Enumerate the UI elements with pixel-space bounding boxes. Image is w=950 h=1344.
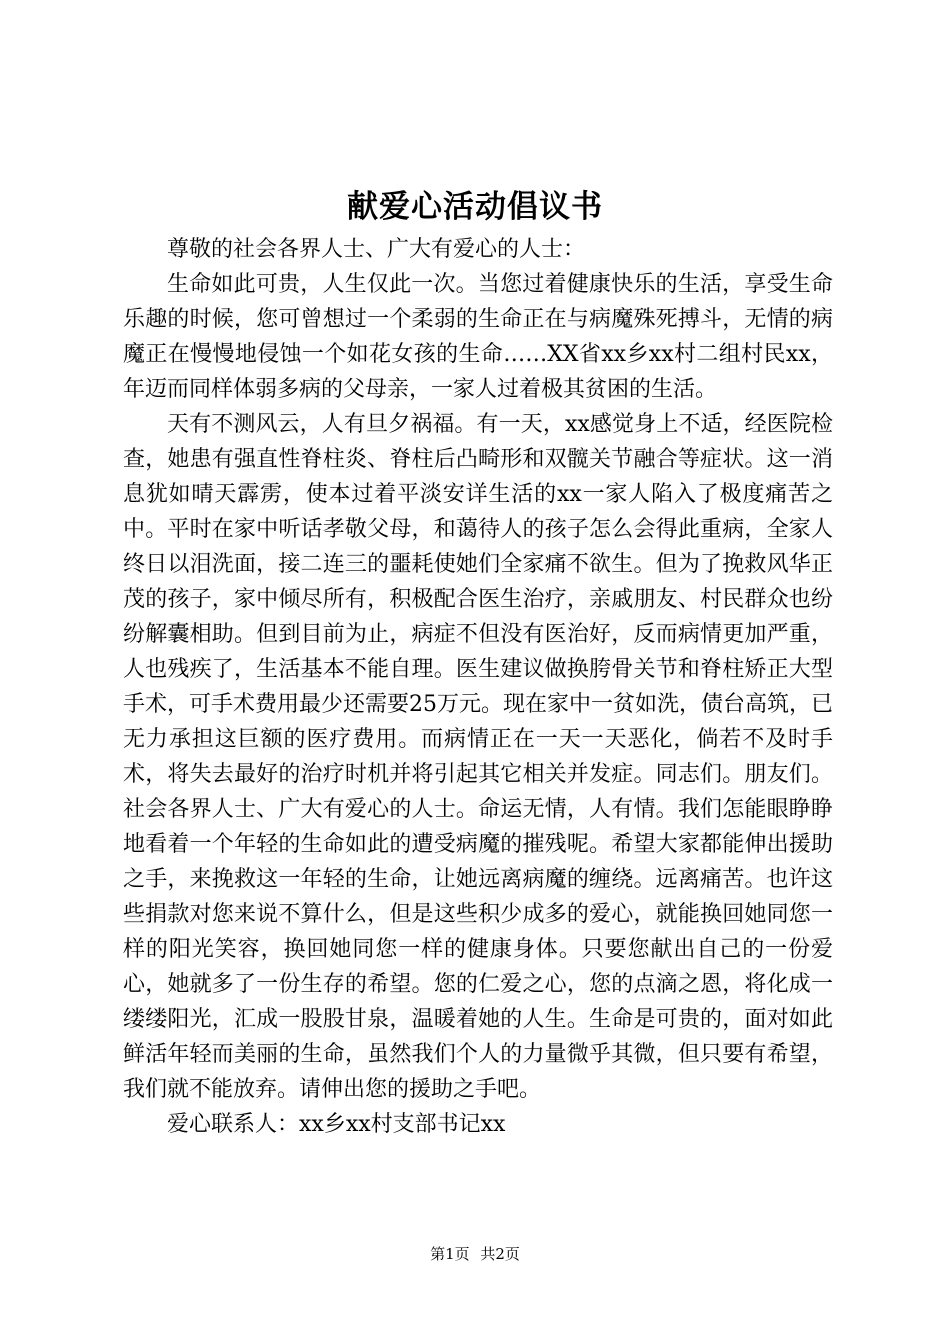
page-number: 第1页 [430,1245,470,1263]
document-title: 献爱心活动倡议书 [347,189,603,225]
page-footer [0,1243,950,1265]
paragraph-appeal: 天有不测风云，人有旦夕祸福。有一天，xx感觉身上不适，经医院检查，她患有强直性脊柱炎、脊柱后凸畸形和双髋关节融合等症状。这一消息犹如晴天霹雳，使本过着平淡安详生活的xx一家人陷入了极度痛苦之中。平时在家中听话孝敬父母，和蔼待人的孩子怎么会得此重病，全家人终日以泪洗面，接二连三的噩耗使她们全家痛不欲生。但为了挽救风华正茂的孩子，家中倾尽所有，积极配合医生治疗，亲戚朋友、村民群众也纷纷解囊相助。但到目前为止，病症不但没有医治好，反而病情更加严重，人也残疾了，生活基本不能自理。医生建议做换胯骨关节和脊柱矫正大型手术，可手术费用最少还需要25万元。现在家中一贫如洗，债台高筑，已无力承担这巨额的医疗费用。而病情正在一天一天恶化，倘若不及时手术，将失去最好的治疗时机并将引起其它相关并发症。同志们。朋友们。社会各界人士、广大有爱心的人士。命运无情，人有情。我们怎能眼睁睁地看着一个年轻的生命如此的遭受病魔的摧残呢。希望大家都能伸出援助之手，来挽救这一年轻的生命，让她远离病魔的缠绕。远离痛苦。也许这些捐款对您来说不算什么，但是这些积少成多的爱心，就能换回她同您一样的阳光笑容，换回她同您一样的健康身体。只要您献出自己的一份爱心，她就多了一份生存的希望。您的仁爱之心，您的点滴之恩，将化成一缕缕阳光，汇成一股股甘泉，温暖着她的人生。生命是可贵的，面对如此鲜活年轻而美丽的生命，虽然我们个人的力量微乎其微，但只要有希望，我们就不能放弃。请伸出您的援助之手吧。 [123,412,833,1102]
page-total: 共2页 [480,1245,520,1263]
contact-line: 爱心联系人：xx乡xx村支部书记xx [167,1112,506,1137]
document-body [123,232,833,1142]
salutation: 尊敬的社会各界人士、广大有爱心的人士： [167,237,586,262]
paragraph-intro: 生命如此可贵，人生仅此一次。当您过着健康快乐的生活，享受生命乐趣的时候，您可曾想过一个柔弱的生命正在与病魔殊死搏斗，无情的病魔正在慢慢地侵蚀一个如花女孩的生命……XX省xx乡xx村二组村民xx，年迈而同样体弱多病的父母亲，一家人过着极其贫困的生活。 [123,272,833,402]
